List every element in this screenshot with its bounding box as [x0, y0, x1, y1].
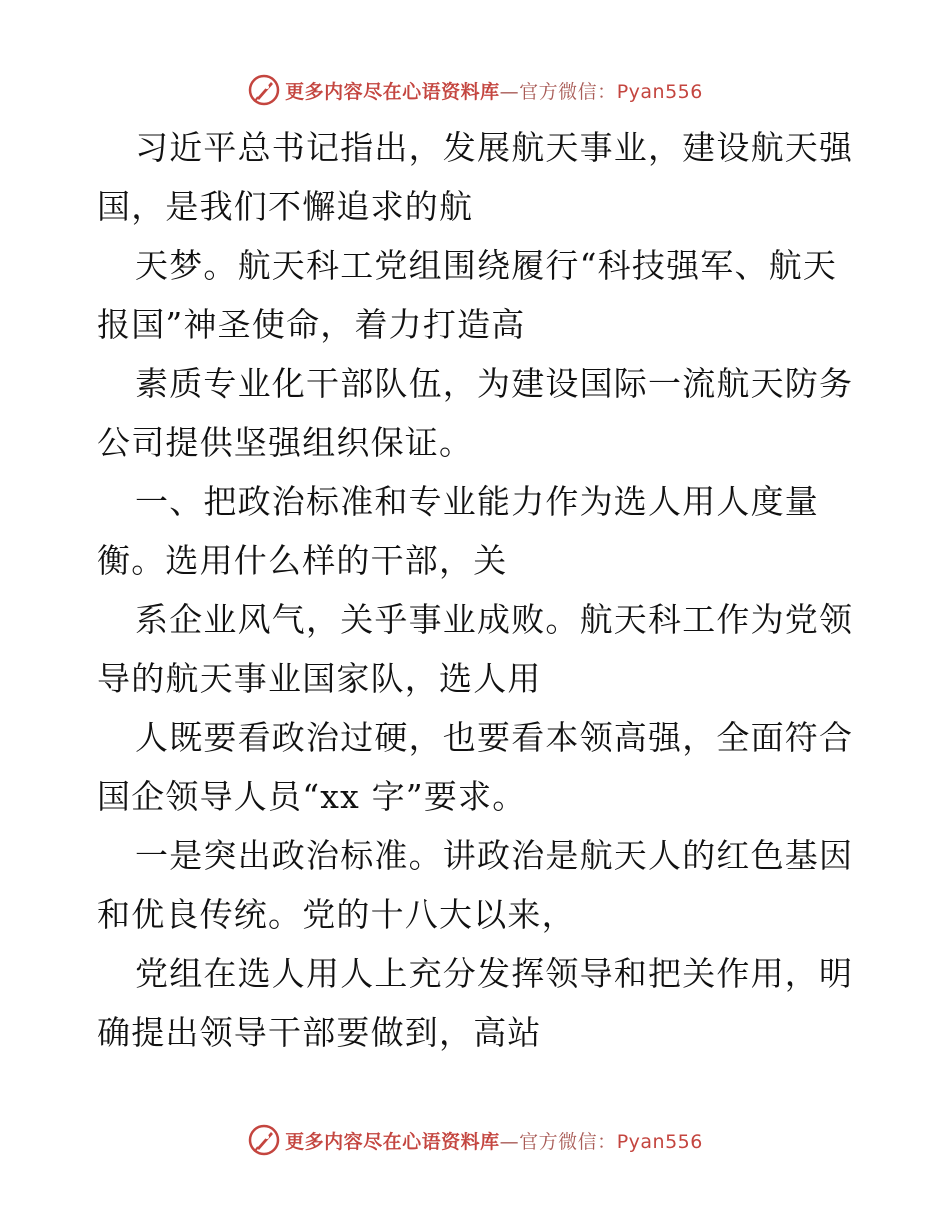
- text-line: 导的航天事业国家队，选人用: [97, 659, 542, 698]
- text-line: 素质专业化干部队伍，为建设国际一流航天防务: [135, 364, 854, 403]
- watermark-dash: —: [499, 80, 520, 103]
- text-line: 人既要看政治过硬，也要看本领高强，全面符合: [135, 718, 854, 757]
- text-line: 国，是我们不懈追求的航: [97, 187, 474, 226]
- watermark-dash: —: [499, 1130, 520, 1153]
- text-line: 国企领导人员“xx 字”要求。: [97, 777, 527, 816]
- watermark-main: 更多内容尽在心语资料库: [285, 1130, 500, 1153]
- quill-logo-icon: [247, 73, 281, 107]
- watermark-main: 更多内容尽在心语资料库: [285, 80, 500, 103]
- text-line: 和优良传统。党的十八大以来，: [97, 895, 576, 934]
- watermark-id: Pyan556: [616, 80, 703, 103]
- watermark-id: Pyan556: [616, 1130, 703, 1153]
- text-line: 确提出领导干部要做到，高站: [97, 1013, 542, 1052]
- text-line: 系企业风气，关乎事业成败。航天科工作为党领: [135, 600, 854, 639]
- watermark-sub: 官方微信：: [519, 80, 617, 103]
- text-line: 衡。选用什么样的干部，关: [97, 541, 508, 580]
- header-watermark: [0, 70, 950, 110]
- text-line: 天梦。航天科工党组围绕履行“科技强军、航天: [135, 246, 838, 285]
- watermark-text: [285, 77, 703, 104]
- text-line: 习近平总书记指出，发展航天事业，建设航天强: [135, 128, 854, 167]
- text-line: 一是突出政治标准。讲政治是航天人的红色基因: [135, 836, 854, 875]
- watermark-sub: 官方微信：: [519, 1130, 617, 1153]
- watermark-text: [285, 1127, 703, 1154]
- footer-watermark: [0, 1120, 950, 1160]
- text-line: 党组在选人用人上充分发挥领导和把关作用，明: [135, 954, 854, 993]
- text-line: 公司提供坚强组织保证。: [97, 423, 474, 462]
- text-line: 报国”神圣使命，着力打造高: [97, 305, 526, 344]
- document-body: [97, 118, 857, 1062]
- quill-logo-icon: [247, 1123, 281, 1157]
- text-line: 一、把政治标准和专业能力作为选人用人度量: [135, 482, 819, 521]
